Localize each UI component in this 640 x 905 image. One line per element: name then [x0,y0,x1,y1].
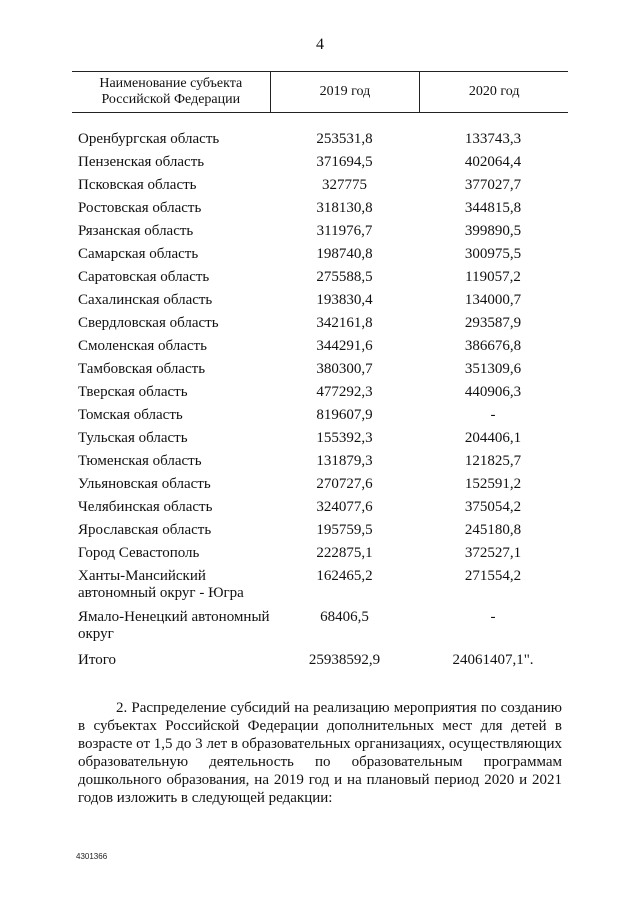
total-label: Итого [78,652,116,668]
value-2019: 193830,4 [316,292,373,308]
region-name: Томская область [78,407,183,423]
header-subject [72,72,270,112]
value-2019: 270727,6 [316,476,373,492]
region-name: Тюменская область [78,453,202,469]
region-name: Свердловская область [78,315,219,331]
region-name-line2: автономный округ - Югра [78,585,244,601]
value-2020: 134000,7 [464,292,522,308]
value-2019: 318130,8 [316,200,373,216]
table-row [72,404,568,427]
value-2019: 195759,5 [316,522,373,538]
region-name: Тамбовская область [78,361,206,377]
table-row [72,473,568,496]
region-name: Оренбургская область [78,131,220,147]
region-name: Ростовская область [78,200,202,216]
table-row [72,565,568,606]
table-row [72,243,568,266]
header-2019: 2019 год [270,72,420,112]
value-2020: 245180,8 [464,522,522,538]
table-row [72,450,568,473]
value-2020: 351309,6 [464,361,522,377]
region-name-line1: Ханты-Мансийский [78,568,206,584]
document-code: 4301366 [76,852,108,861]
table-row [72,266,568,289]
value-2020: 399890,5 [464,223,522,239]
paragraph-text: 2. Распределение субсидий на реализацию мероприятия по созданию в субъектах Российской Федерации дополнительных мест для детей в возрасте от 1,5 до 3 лет в образовательных организациях, осуществляющих образовательную деятельность по образовательным программам дошкольного образования, на 2019 год и на плановый период 2020 и 2021 годов изложить в следующей редакции: [78,700,562,806]
value-2020: 377027,7 [464,177,522,193]
region-name: Псковская область [78,177,197,193]
value-2020: 152591,2 [464,476,522,492]
table-row [72,606,568,647]
page-number: 4 [316,36,324,53]
value-2020: 271554,2 [464,568,522,584]
table-row [72,289,568,312]
table-row [72,312,568,335]
region-name: Ярославская область [78,522,212,538]
value-2019: 162465,2 [316,568,373,584]
region-name: Рязанская область [78,223,194,239]
total-row [72,649,568,672]
region-name: Самарская область [78,246,199,262]
region-name [72,568,270,602]
region-name: Тульская область [78,430,188,446]
region-name: Пензенская область [78,154,205,170]
subsidy-table [72,71,568,672]
region-name: Смоленская область [78,338,207,354]
total-2020: 24061407,1". [452,652,534,668]
value-2019: 324077,6 [316,499,373,515]
value-2020: 300975,5 [464,246,522,262]
region-name-line2: округ [78,626,114,642]
value-2019: 198740,8 [316,246,373,262]
value-2020: 293587,9 [464,315,522,331]
table-row [72,381,568,404]
region-name-line1: Ямало-Ненецкий автономный [78,609,270,625]
table-row [72,496,568,519]
value-2019: 380300,7 [316,361,373,377]
table-header [72,71,568,113]
region-name: Ульяновская область [78,476,211,492]
value-2020: 375054,2 [464,499,522,515]
table-row [72,427,568,450]
value-2019: 342161,8 [316,315,373,331]
table-row [72,197,568,220]
value-2020: 344815,8 [464,200,522,216]
region-name: Челябинская область [78,499,213,515]
header-subject-line2: Российской Федерации [101,92,241,107]
header-subject-line1: Наименование субъекта [99,76,243,91]
value-2019: 68406,5 [320,609,369,625]
value-2019: 327775 [322,177,367,193]
table-row [72,174,568,197]
table-row [72,220,568,243]
value-2019: 253531,8 [316,131,373,147]
value-2019: 819607,9 [316,407,373,423]
value-2019: 222875,1 [316,545,373,561]
region-name: Саратовская область [78,269,210,285]
value-2020: - [490,609,496,625]
value-2019: 477292,3 [316,384,373,400]
total-2019: 25938592,9 [308,652,381,668]
table-row [72,128,568,151]
value-2020: 372527,1 [464,545,522,561]
region-name: Тверская область [78,384,188,400]
value-2020: 204406,1 [464,430,522,446]
value-2020: 402064,4 [464,154,522,170]
value-2020: - [490,407,496,423]
table-body [72,128,568,672]
region-name: Город Севастополь [78,545,200,561]
value-2019: 275588,5 [316,269,373,285]
value-2019: 131879,3 [316,453,373,469]
table-row [72,151,568,174]
value-2020: 133743,3 [464,131,522,147]
value-2020: 119057,2 [465,269,521,285]
region-name: Сахалинская область [78,292,213,308]
value-2019: 344291,6 [316,338,373,354]
region-name [72,609,270,643]
value-2019: 371694,5 [316,154,373,170]
table-row [72,542,568,565]
value-2019: 311976,7 [316,223,373,239]
table-row [72,358,568,381]
value-2020: 121825,7 [464,453,522,469]
header-2020: 2020 год [419,72,568,112]
value-2019: 155392,3 [316,430,373,446]
paragraph-2 [78,699,562,807]
value-2020: 440906,3 [464,384,522,400]
value-2020: 386676,8 [464,338,522,354]
table-row [72,519,568,542]
table-row [72,335,568,358]
